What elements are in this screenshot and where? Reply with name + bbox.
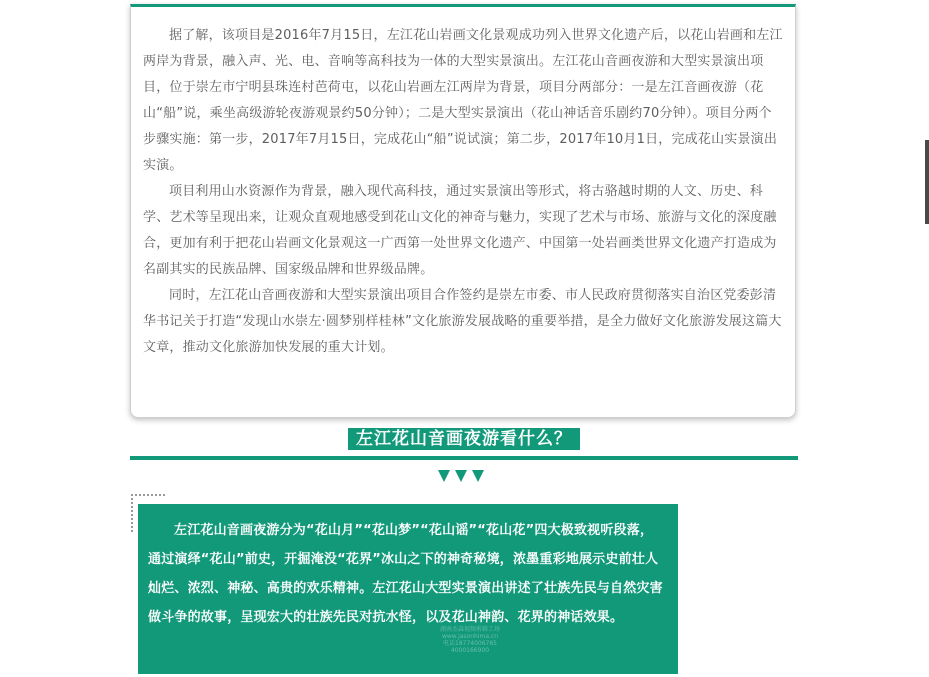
intro-paragraph-2: 项目利用山水资源作为背景，融入现代高科技，通过实景演出等形式，将古骆越时期的人文、历史、科学、艺术等呈现出来，让观众直观地感受到花山文化的神奇与魅力，实现了艺术与市场、旅游与文化的深度融合，更加有利于把花山岩画文化景观这一广西第一处世界文化遗产、中国第一处岩画类世界文化遗产打造成为名副其实的民族品牌、国家级品牌和世界级品牌。 bbox=[143, 184, 777, 277]
down-triangle-icon bbox=[472, 470, 484, 482]
down-triangle-icon bbox=[438, 470, 450, 482]
watermark-line: 电话18774006765 bbox=[443, 640, 497, 647]
intro-card bbox=[130, 4, 796, 418]
scrollbar-thumb[interactable] bbox=[925, 140, 929, 224]
down-arrows bbox=[438, 470, 484, 486]
watermark-line: www.jasonhima.cn bbox=[441, 633, 499, 640]
feature-box bbox=[138, 504, 678, 674]
intro-paragraph-1: 据了解，该项目是2016年7月15日，左江花山岩画文化景观成功列入世界文化遗产后，以花山岩画和左江两岸为背景，融入声、光、电、音响等高科技为一体的大型实景演出。左江花山音画夜游和大型实景演出项目，位于崇左市宁明县珠连村芭荷屯，以花山岩画左江两岸为背景，项目分两部分：一是左江音画夜游（花山“船”说，乘坐高级游轮夜游观景约50分钟）；二是大型实景演出（花山神话音乐剧约70分钟）。项目分两个步骤实施：第一步，2017年7月15日，完成花山“船”说试演；第二步，2017年10月1日，完成花山实景演出实演。 bbox=[143, 28, 783, 173]
section-heading-block bbox=[130, 428, 798, 462]
section-heading: 左江花山音画夜游看什么？ bbox=[348, 428, 580, 450]
watermark-line: 湖南杰森视频剪辑工场 bbox=[439, 626, 500, 633]
feature-paragraph: 左江花山音画夜游分为“花山月”“花山梦”“花山谣”“花山花”四大极致视听段落，通过演绎“花山”前史，开掘淹没“花界”冰山之下的神奇秘境，浓墨重彩地展示史前壮人灿烂、浓烈、神秘、高贵的欢乐精神。左江花山大型实景演出讲述了壮族先民与自然灾害做斗争的故事，呈现宏大的壮族先民对抗水怪，以及花山神韵、花界的神话效果。 bbox=[148, 523, 663, 625]
section-divider bbox=[130, 456, 798, 460]
watermark-line: 4000166900 bbox=[450, 647, 490, 654]
watermark bbox=[420, 626, 520, 654]
intro-paragraph-3: 同时，左江花山音画夜游和大型实景演出项目合作签约是崇左市委、市人民政府贯彻落实自治区党委彭清华书记关于打造“发现山水崇左·圆梦别样桂林”文化旅游发展战略的重要举措，是全力做好文化旅游发展这篇大文章，推动文化旅游加快发展的重大计划。 bbox=[143, 288, 782, 355]
down-triangle-icon bbox=[455, 470, 467, 482]
